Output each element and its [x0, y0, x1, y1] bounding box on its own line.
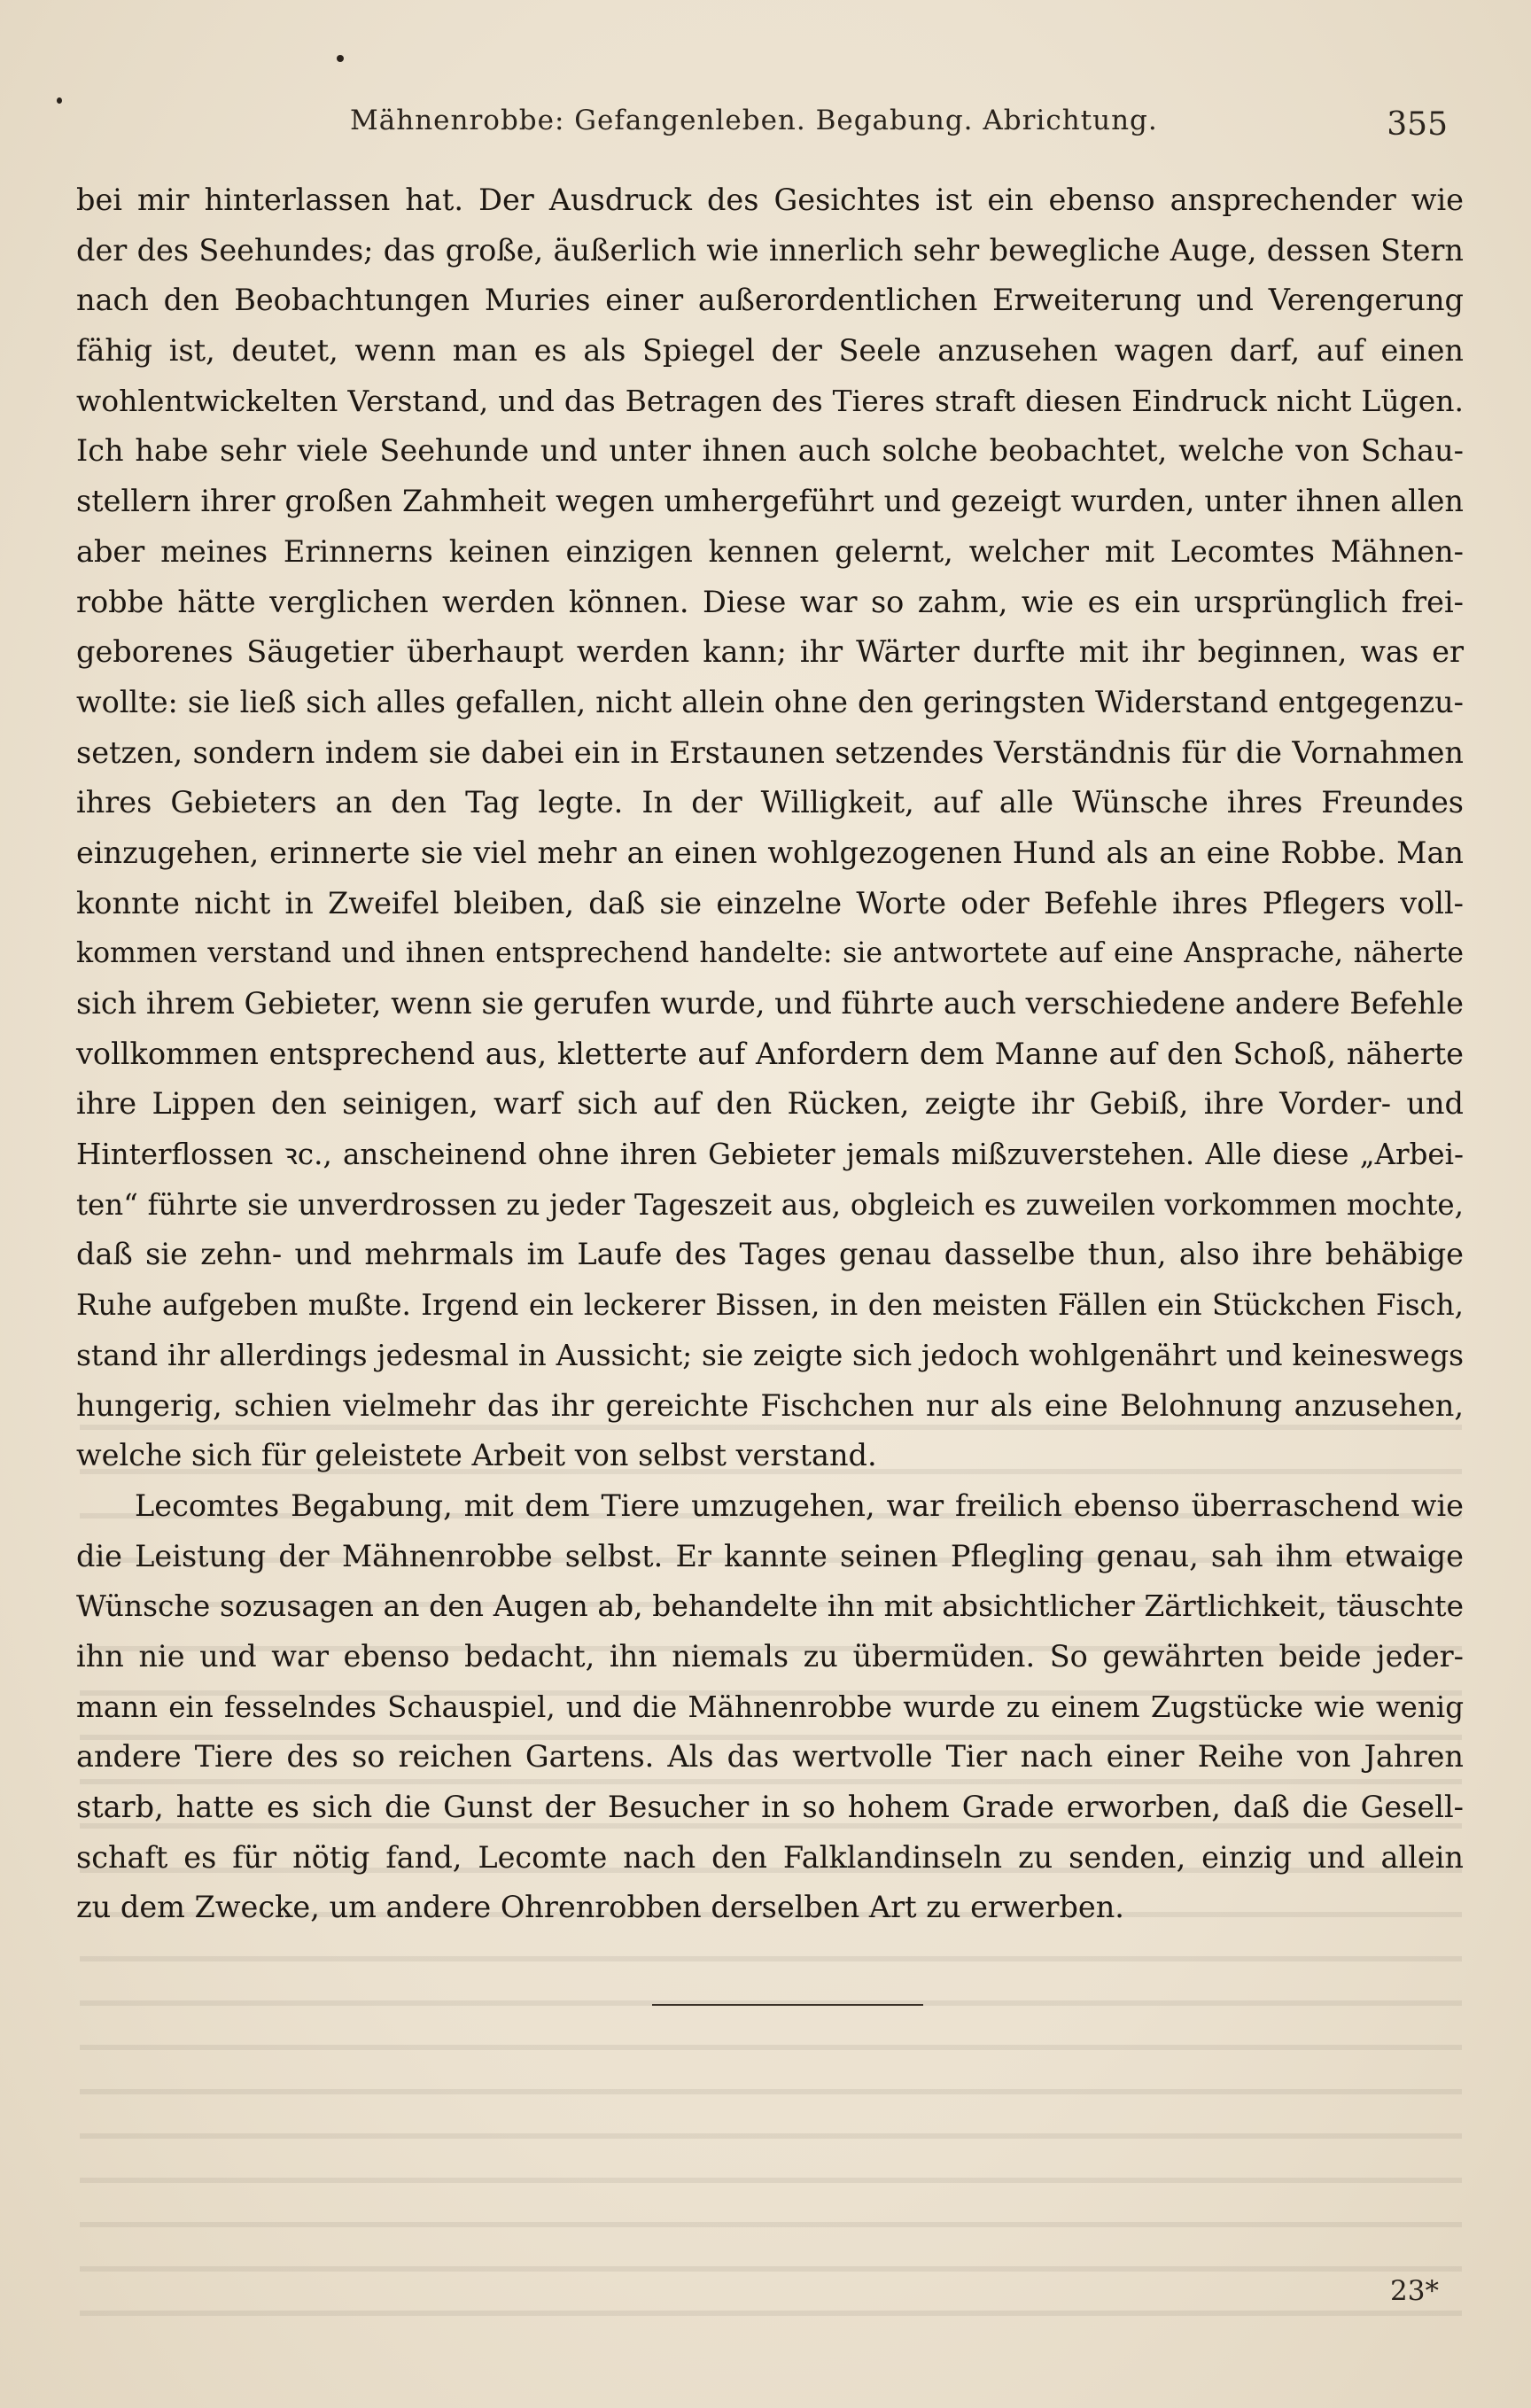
text-line: der des Seehundes; das große, äußerlich wie innerlich sehr bewegliche Auge, dessen Stern — [76, 232, 1464, 268]
text-line: die Leistung der Mähnenrobbe selbst. Er kannte seinen Pflegling genau, sah ihm etwaige — [76, 1538, 1464, 1573]
text-line: zu dem Zwecke, um andere Ohrenrobben derselben Art zu erwerben. — [76, 1890, 1124, 1925]
text-line: kommen verstand und ihnen entsprechend handelte: sie antwortete auf eine Ansprache, näherte — [76, 937, 1464, 970]
text-line: andere Tiere des so reichen Gartens. Als das wertvolle Tier nach einer Reihe von Jahren — [76, 1739, 1464, 1775]
text-line: fähig ist, deutet, wenn man es als Spiegel der Seele anzusehen wagen darf, auf einen — [76, 333, 1464, 369]
text-line: sich ihrem Gebieter, wenn sie gerufen wurde, und führte auch verschiedene andere Befehle — [76, 986, 1464, 1021]
body-text — [76, 175, 1464, 1933]
ink-speck — [337, 55, 344, 62]
text-line: vollkommen entsprechend aus, kletterte auf Anfordern dem Manne auf den Schoß, näherte — [76, 1036, 1464, 1071]
paragraph — [76, 175, 1464, 1481]
text-line: hungerig, schien vielmehr das ihr gereichte Fischchen nur als eine Belohnung anzusehen, — [76, 1387, 1464, 1423]
text-line: mann ein fesselndes Schauspiel, und die Mähnenrobbe wurde zu einem Zugstücke wie wenig — [76, 1689, 1464, 1724]
text-line: daß sie zehn- und mehrmals im Laufe des Tages genau dasselbe thun, also ihre behäbige — [76, 1237, 1464, 1272]
text-line: ten“ führte sie unverdrossen zu jeder Tageszeit aus, obgleich es zuweilen vorkommen mochte, — [76, 1187, 1464, 1222]
text-line: konnte nicht in Zweifel bleiben, daß sie einzelne Worte oder Befehle ihres Pflegers voll- — [76, 885, 1464, 920]
text-line: einzugehen, erinnerte sie viel mehr an einen wohlgezogenen Hund als an eine Robbe. Man — [76, 835, 1464, 870]
text-line: ihres Gebieters an den Tag legte. In der Willigkeit, auf alle Wünsche ihres Freundes — [76, 785, 1464, 820]
page-number: 355 — [1387, 106, 1448, 143]
text-line: aber meines Erinnerns keinen einzigen kennen gelernt, welcher mit Lecomtes Mähnen- — [76, 533, 1464, 569]
end-rule — [652, 2004, 923, 2006]
running-head: Mähnenrobbe: Gefangenleben. Begabung. Abrichtung. — [350, 105, 1158, 136]
text-line: setzen, sondern indem sie dabei ein in Erstaunen setzendes Verständnis für die Vornahmen — [76, 734, 1464, 770]
text-line: nach den Beobachtungen Muries einer außerordentlichen Erweiterung und Verengerung — [76, 283, 1464, 318]
text-line: welche sich für geleistete Arbeit von selbst verstand. — [76, 1438, 877, 1473]
text-line: Lecomtes Begabung, mit dem Tiere umzugehen, war freilich ebenso überraschend wie — [135, 1488, 1464, 1523]
text-line: ihn nie und war ebenso bedacht, ihn niemals zu übermüden. So gewährten beide jeder- — [76, 1638, 1464, 1674]
ink-speck — [57, 97, 62, 104]
text-line: robbe hätte verglichen werden können. Diese war so zahm, wie es ein ursprünglich frei- — [76, 584, 1464, 619]
signature-mark: 23* — [1390, 2275, 1439, 2307]
text-line: wollte: sie ließ sich alles gefallen, nicht allein ohne den geringsten Widerstand entgegenzu- — [76, 684, 1464, 719]
text-line: Ruhe aufgeben mußte. Irgend ein leckerer Bissen, in den meisten Fällen ein Stückchen Fisch, — [76, 1288, 1464, 1323]
text-line: ihre Lippen den seinigen, warf sich auf den Rücken, zeigte ihr Gebiß, ihre Vorder- und — [76, 1086, 1464, 1122]
text-line: starb, hatte es sich die Gunst der Besucher in so hohem Grade erworben, daß die Gesell- — [76, 1790, 1464, 1824]
page-header — [0, 105, 1531, 154]
text-line: Ich habe sehr viele Seehunde und unter ihnen auch solche beobachtet, welche von Schau- — [76, 433, 1464, 469]
text-line: stellern ihrer großen Zahmheit wegen umhergeführt und gezeigt wurden, unter ihnen allen — [76, 484, 1464, 519]
text-line: Hinterflossen ꝛc., anscheinend ohne ihren Gebieter jemals mißzuverstehen. Alle diese „Arbei- — [76, 1138, 1464, 1172]
text-line: wohlentwickelten Verstand, und das Betragen des Tieres straft diesen Eindruck nicht Lügen. — [76, 383, 1464, 418]
text-line: schaft es für nötig fand, Lecomte nach den Falklandinseln zu senden, einzig und allein — [76, 1839, 1464, 1875]
paragraph — [76, 1481, 1464, 1933]
text-line: geborenes Säugetier überhaupt werden kann; ihr Wärter durfte mit ihr beginnen, was er — [76, 634, 1464, 670]
text-line: Wünsche sozusagen an den Augen ab, behandelte ihn mit absichtlicher Zärtlichkeit, täuschte — [76, 1589, 1464, 1624]
text-line: stand ihr allerdings jedesmal in Aussicht; sie zeigte sich jedoch wohlgenährt und keineswegs — [76, 1337, 1464, 1372]
text-line: bei mir hinterlassen hat. Der Ausdruck des Gesichtes ist ein ebenso ansprechender wie — [76, 183, 1464, 217]
